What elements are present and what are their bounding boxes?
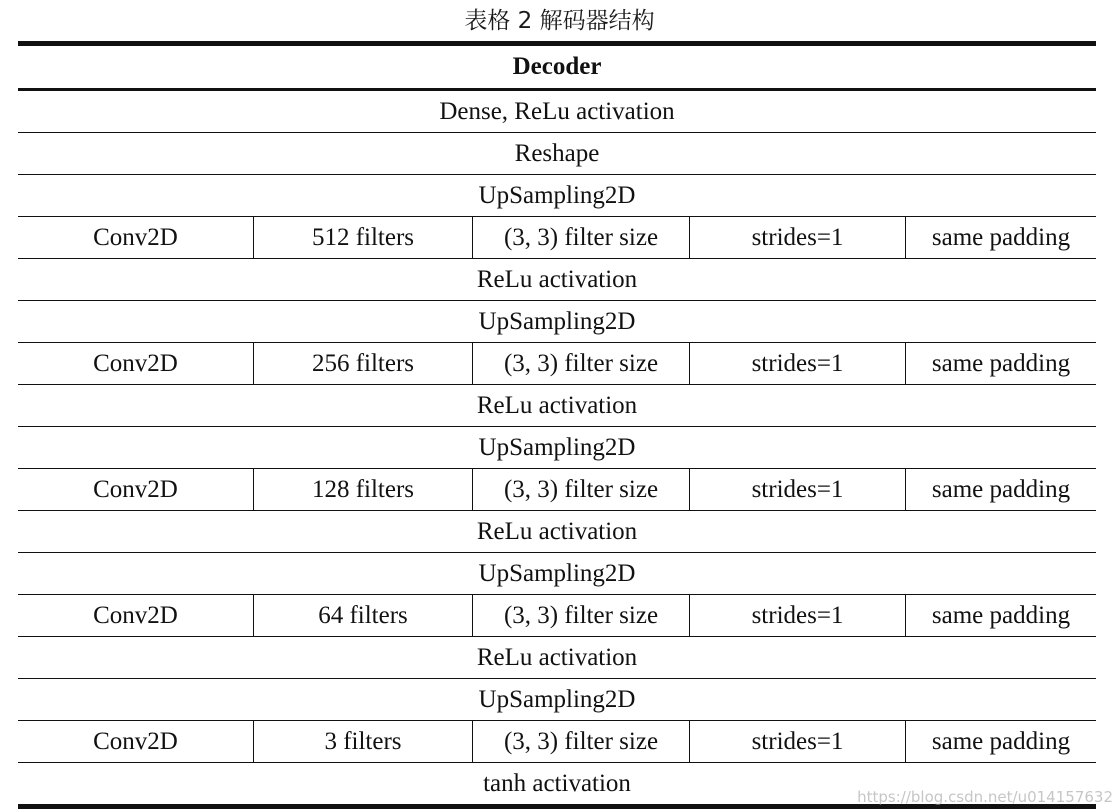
table-cell: same padding <box>931 728 1071 755</box>
table-row <box>18 385 1096 427</box>
table-cell: strides=1 <box>690 721 906 762</box>
table-cell: Conv2D <box>18 217 254 258</box>
table-cell: strides=1 <box>690 469 906 510</box>
table-row <box>18 721 1096 763</box>
table-cell: same padding <box>931 350 1071 377</box>
table-row <box>18 427 1096 469</box>
table-body <box>18 91 1096 804</box>
table-cell: ReLu activation <box>476 644 638 671</box>
table-cell: UpSampling2D <box>478 182 636 209</box>
table-cell: 512 filters <box>254 217 473 258</box>
table-cell: (3, 3) filter size <box>473 469 690 510</box>
table-row <box>18 511 1096 553</box>
table-row <box>18 469 1096 511</box>
table-cell: (3, 3) filter size <box>473 217 690 258</box>
table-cell: UpSampling2D <box>478 308 636 335</box>
table-cell: 256 filters <box>254 343 473 384</box>
table-cell: Dense, ReLu activation <box>439 98 675 125</box>
table-cell: same padding <box>931 476 1071 503</box>
table-row <box>18 637 1096 679</box>
table-cell: Conv2D <box>18 721 254 762</box>
table-header: Decoder <box>18 46 1096 91</box>
table-cell: Conv2D <box>18 469 254 510</box>
table-cell: UpSampling2D <box>478 560 636 587</box>
table-cell: 3 filters <box>254 721 473 762</box>
table-cell: tanh activation <box>483 770 631 797</box>
table-cell: Reshape <box>514 140 600 167</box>
table-cell: (3, 3) filter size <box>473 343 690 384</box>
table-cell: 128 filters <box>254 469 473 510</box>
table-cell: strides=1 <box>690 343 906 384</box>
table-row <box>18 679 1096 721</box>
table-row <box>18 91 1096 133</box>
table-row <box>18 343 1096 385</box>
table-cell: Conv2D <box>18 343 254 384</box>
table-row <box>18 175 1096 217</box>
table-row <box>18 133 1096 175</box>
table-cell: strides=1 <box>690 217 906 258</box>
table-cell: UpSampling2D <box>478 434 636 461</box>
table-row <box>18 595 1096 637</box>
table-cell: 64 filters <box>254 595 473 636</box>
table-row <box>18 553 1096 595</box>
watermark: https://blog.csdn.net/u014157632 <box>857 788 1113 806</box>
table-caption: 表格 2 解码器结构 <box>464 8 655 34</box>
table-cell: (3, 3) filter size <box>473 595 690 636</box>
table-cell: ReLu activation <box>476 518 638 545</box>
decoder-table <box>18 41 1096 809</box>
table-cell: ReLu activation <box>476 266 638 293</box>
table-cell: ReLu activation <box>476 392 638 419</box>
table-row <box>18 217 1096 259</box>
table-row <box>18 301 1096 343</box>
table-cell: same padding <box>931 224 1071 251</box>
table-cell: (3, 3) filter size <box>473 721 690 762</box>
table-cell: Conv2D <box>18 595 254 636</box>
table-cell: strides=1 <box>690 595 906 636</box>
table-cell: same padding <box>931 602 1071 629</box>
table-cell: UpSampling2D <box>478 686 636 713</box>
table-row <box>18 259 1096 301</box>
